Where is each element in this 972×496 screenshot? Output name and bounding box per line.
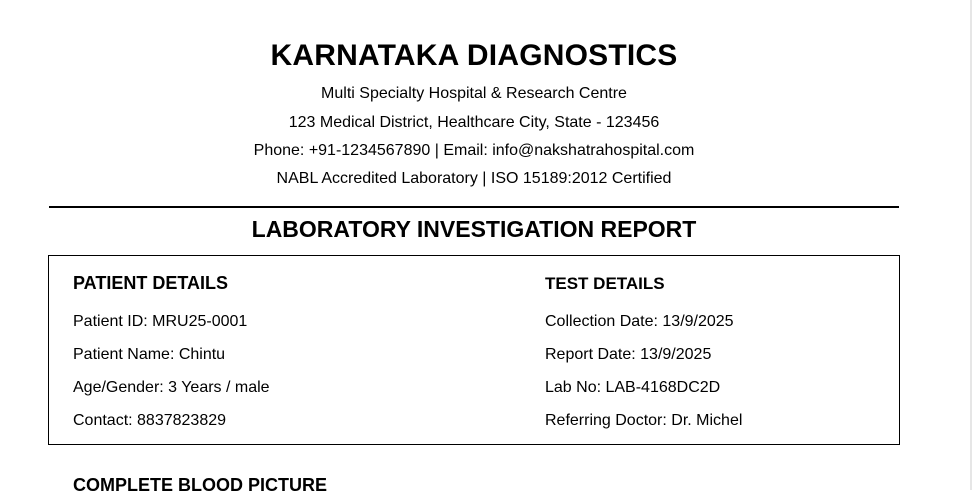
patient-age-gender: Age/Gender: 3 Years / male [73,379,270,396]
patient-contact: Contact: 8837823829 [73,412,227,429]
details-box [48,255,900,445]
patient-details-heading: PATIENT DETAILS [73,273,228,293]
header-divider [49,206,899,208]
report-date: Report Date: 13/9/2025 [545,346,712,363]
patient-id: Patient ID: MRU25-0001 [73,313,248,330]
report-title: LABORATORY INVESTIGATION REPORT [251,216,697,242]
complete-blood-picture-heading: COMPLETE BLOOD PICTURE [73,475,328,495]
hospital-accreditation: NABL Accredited Laboratory | ISO 15189:2012 Certified [276,170,672,187]
hospital-name: KARNATAKA DIAGNOSTICS [270,39,678,72]
hospital-subtitle: Multi Specialty Hospital & Research Centre [321,85,627,102]
test-details-heading: TEST DETAILS [545,274,665,293]
collection-date: Collection Date: 13/9/2025 [545,313,734,330]
patient-name: Patient Name: Chintu [73,346,226,363]
referring-doctor: Referring Doctor: Dr. Michel [545,412,743,429]
lab-number: Lab No: LAB-4168DC2D [545,379,721,396]
hospital-contact: Phone: +91-1234567890 | Email: info@nakshatrahospital.com [253,142,695,159]
hospital-address: 123 Medical District, Healthcare City, State - 123456 [288,114,660,131]
